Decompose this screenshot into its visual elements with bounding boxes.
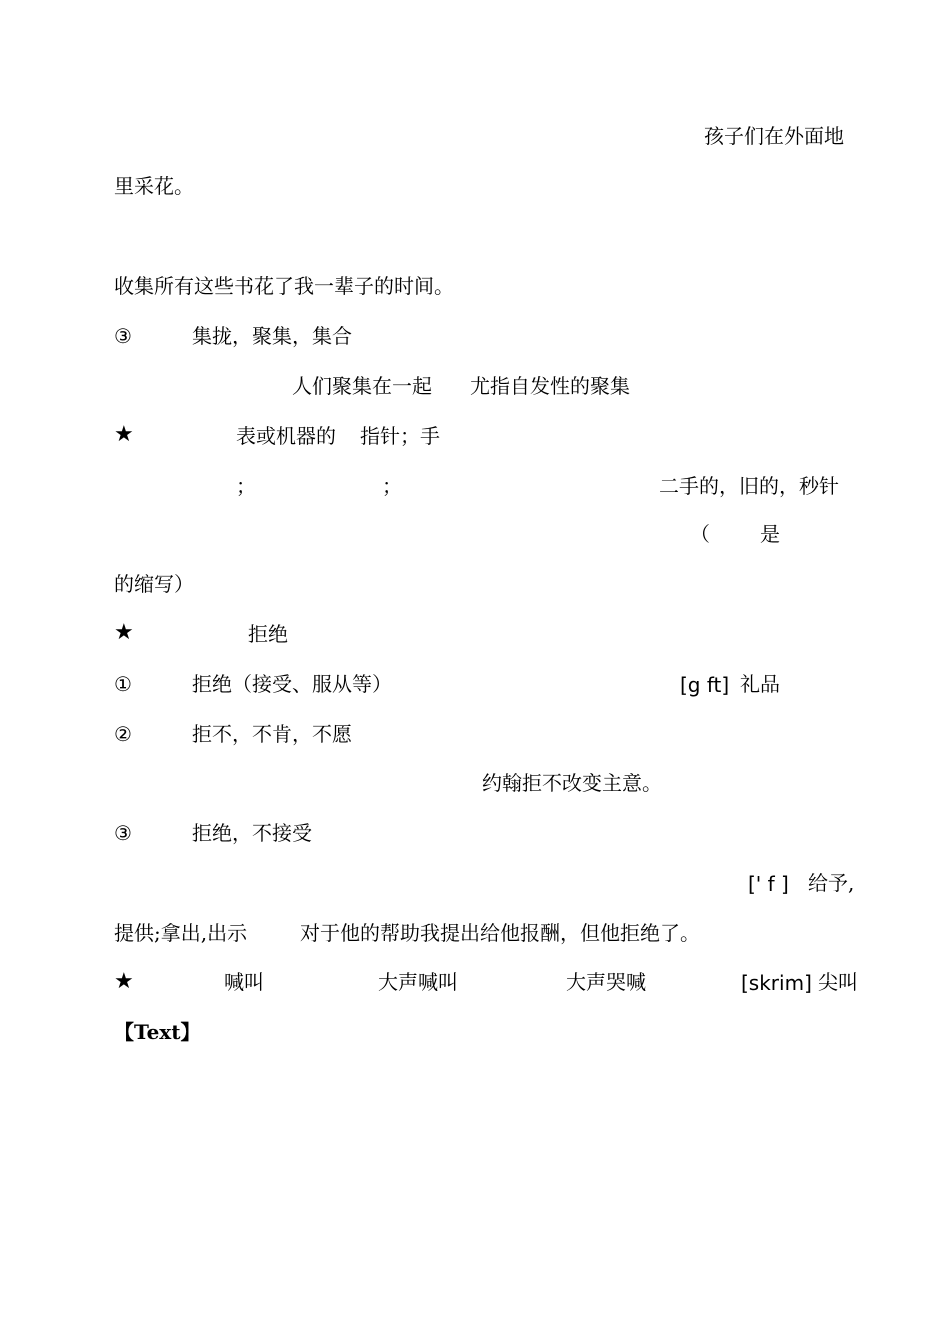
text-line: ； [236,474,256,498]
definition: 表或机器的 [236,424,336,448]
text-line: 约翰拒不改变主意。 [482,771,662,795]
list-number: ② [114,722,132,746]
text-line: 是 [760,522,780,546]
section-heading: 【Text】 [114,1020,201,1044]
text-line: 提供;拿出,出示 [114,921,248,945]
text-line: 的缩写） [114,572,194,596]
definition: 喊叫 [224,970,264,994]
text-line: 收集所有这些书花了我一辈子的时间。 [114,274,454,298]
phonetic: [skrim] [741,971,812,995]
text-line: 人们聚集在一起 [292,374,432,398]
phonetic: [g ft] [680,673,730,697]
list-number: ③ [114,821,132,845]
gloss: 给予, [808,871,855,895]
text-line: 尤指自发性的聚集 [470,374,630,398]
definition: 大声哭喊 [566,970,646,994]
text-line: 对于他的帮助我提出给他报酬，但他拒绝了。 [300,921,700,945]
phonetic: [' f ] [748,872,789,896]
star-bullet-icon: ★ [114,620,134,645]
definition: 拒绝（接受、服从等） [192,672,392,696]
definition: 拒不，不肯，不愿 [192,722,352,746]
gloss: 尖叫 [818,970,858,994]
definition: 拒绝 [248,622,288,646]
text-line: 里采花。 [114,174,194,198]
definition: 指针；手 [360,424,440,448]
star-bullet-icon: ★ [114,969,134,994]
definition: 拒绝，不接受 [192,821,312,845]
text-line: ； [382,474,402,498]
text-line: 二手的，旧的，秒针 [659,474,839,498]
gloss: 礼品 [740,672,780,696]
star-bullet-icon: ★ [114,422,134,447]
text-line: （ [690,522,710,546]
list-number: ① [114,672,132,696]
list-number: ③ [114,324,132,348]
definition: 大声喊叫 [378,970,458,994]
definition: 集拢，聚集，集合 [192,324,352,348]
text-line: 孩子们在外面地 [704,124,844,148]
